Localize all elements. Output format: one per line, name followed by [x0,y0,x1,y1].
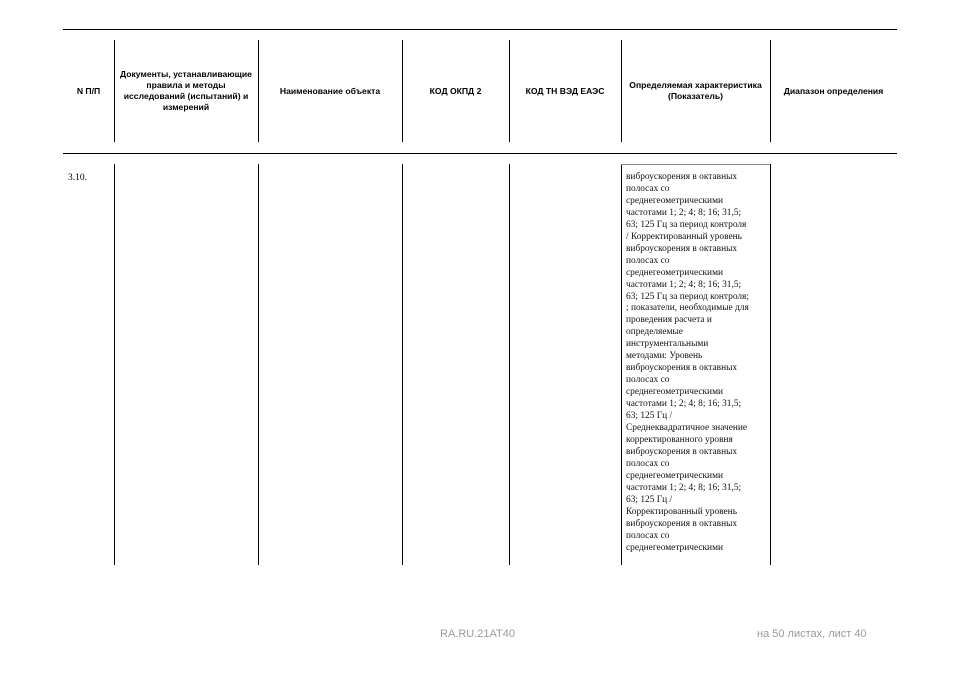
characteristic-line: корректированного уровня [626,434,733,445]
characteristic-line: среднегеометрическими [626,195,724,206]
header-documents: Документы, устанавливающие правила и методы исследований (испытаний) и измерений [120,69,252,112]
body-divider [258,164,259,565]
characteristic-line: среднегеометрическими [626,267,724,278]
body-divider [114,164,115,565]
characteristic-line: частотами 1; 2; 4; 8; 16; 31,5; [626,207,742,218]
characteristic-cell-top-border [621,164,770,165]
characteristic-line: виброускорения в октавных [626,518,738,529]
table-top-border [63,29,897,30]
body-divider [621,164,622,565]
header-bottom-border [63,153,897,154]
characteristic-line: виброускорения в октавных [626,363,738,374]
characteristic-line: / Корректированный уровень [626,231,742,242]
characteristic-line: полосах со [626,255,670,266]
characteristic-line: методами: Уровень [626,351,703,362]
characteristic-line: виброускорения в октавных [626,446,738,457]
document-code: RA.RU.21AT40 [440,628,515,640]
characteristic-line: Корректированный уровень [626,506,737,517]
row-number: 3.10. [68,173,87,183]
characteristic-line: частотами 1; 2; 4; 8; 16; 31,5; [626,399,742,410]
body-divider [509,164,510,565]
characteristic-line: частотами 1; 2; 4; 8; 16; 31,5; [626,279,742,290]
characteristic-line: 63; 125 Гц / [626,411,673,422]
characteristic-line: проведения расчета и [626,315,712,326]
characteristic-line: полосах со [626,530,670,541]
header-range: Диапазон определения [783,85,884,96]
header-object-name: Наименование объекта [279,85,381,96]
header-number: N П/П [76,85,101,96]
characteristic-line: среднегеометрическими [626,387,724,398]
characteristic-line: полосах со [626,375,670,386]
characteristic-line: определяемые [626,327,683,338]
characteristic-line: частотами 1; 2; 4; 8; 16; 31,5; [626,482,742,493]
page-info: на 50 листах, лист 40 [757,628,867,640]
body-divider [770,164,771,565]
characteristic-line: Среднеквадратичное значение [626,423,748,434]
characteristic-line: среднегеометрическими [626,470,724,481]
characteristic-line: среднегеометрическими [626,542,724,553]
characteristic-line: виброускорения в октавных [626,243,738,254]
header-tnved-code: КОД ТН ВЭД ЕАЭС [525,85,605,96]
characteristic-line: ; показатели, необходимые для [626,303,749,314]
body-divider [402,164,403,565]
header-characteristic: Определяемая характеристика (Показатель) [629,80,762,101]
characteristic-cell [626,172,768,555]
characteristic-line: 63; 125 Гц за период контроля [626,219,747,230]
characteristic-line: виброускорения в октавных [626,172,738,182]
characteristic-line: 63; 125 Гц за период контроля; [626,291,749,302]
header-okpd2-code: КОД ОКПД 2 [429,85,482,96]
characteristic-line: 63; 125 Гц / [626,494,673,505]
characteristic-line: инструментальными [626,339,709,350]
characteristic-line: полосах со [626,183,670,194]
characteristic-line: полосах со [626,458,670,469]
